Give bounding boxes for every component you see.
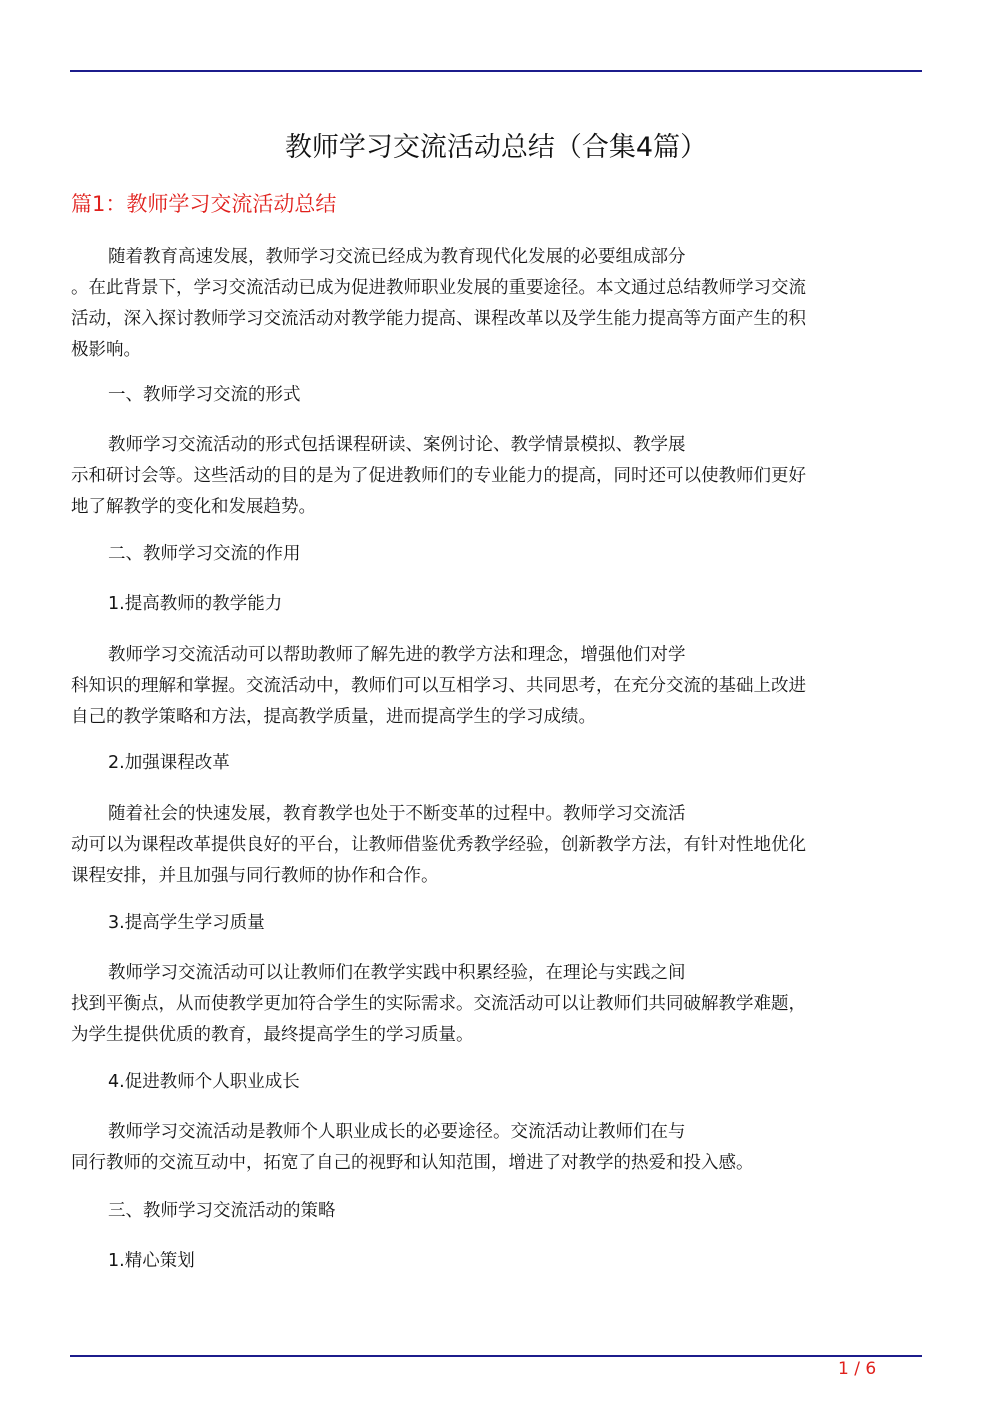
text-line: 教师学习交流活动的形式包括课程研读、案例讨论、教学情景模拟、教学展 — [108, 435, 686, 455]
text-line: 教师学习交流活动可以让教师们在教学实践中积累经验，在理论与实践之间 — [108, 963, 686, 983]
paragraph — [71, 242, 923, 366]
text-line: 极影响。 — [71, 340, 141, 360]
paragraph — [71, 640, 923, 733]
text-line: 同行教师的交流互动中，拓宽了自己的视野和认知范围，增进了对教学的热爱和投入感。 — [71, 1153, 754, 1173]
subheading: 3.提高学生学习质量 — [108, 913, 265, 933]
subheading: 2.加强课程改革 — [108, 753, 230, 773]
text-line: 随着教育高速发展，教师学习交流已经成为教育现代化发展的必要组成部分 — [108, 247, 686, 267]
paragraph — [71, 958, 923, 1051]
text-line: 自己的教学策略和方法，提高教学质量，进而提高学生的学习成绩。 — [71, 707, 596, 727]
subheading: 1.精心策划 — [108, 1251, 195, 1271]
text-line: 随着社会的快速发展，教育教学也处于不断变革的过程中。教师学习交流活 — [108, 804, 686, 824]
text-line: 。在此背景下，学习交流活动已成为促进教师职业发展的重要途径。本文通过总结教师学习交流 — [71, 278, 806, 298]
header-rule — [70, 70, 922, 72]
text-line: 动可以为课程改革提供良好的平台，让教师借鉴优秀教学经验，创新教学方法，有针对性地优化 — [71, 835, 806, 855]
text-line: 为学生提供优质的教育，最终提高学生的学习质量。 — [71, 1025, 474, 1045]
text-line: 地了解教学的变化和发展趋势。 — [71, 497, 316, 517]
subheading: 二、教师学习交流的作用 — [108, 544, 301, 564]
subheading: 4.促进教师个人职业成长 — [108, 1072, 300, 1092]
subheading: 1.提高教师的教学能力 — [108, 594, 283, 614]
subheading: 三、教师学习交流活动的策略 — [108, 1201, 336, 1221]
paragraph — [71, 430, 923, 523]
text-line: 找到平衡点，从而使教学更加符合学生的实际需求。交流活动可以让教师们共同破解教学难题， — [71, 994, 806, 1014]
text-line: 示和研讨会等。这些活动的目的是为了促进教师们的专业能力的提高，同时还可以使教师们更好 — [71, 466, 806, 486]
page-indicator: 1 / 6 — [838, 1359, 877, 1379]
paragraph — [71, 799, 923, 892]
text-line: 教师学习交流活动是教师个人职业成长的必要途径。交流活动让教师们在与 — [108, 1122, 686, 1142]
text-line: 科知识的理解和掌握。交流活动中，教师们可以互相学习、共同思考，在充分交流的基础上改进 — [71, 676, 806, 696]
paragraph — [71, 1117, 923, 1179]
footer-rule — [70, 1355, 922, 1357]
section-heading: 篇1：教师学习交流活动总结 — [71, 192, 337, 216]
text-line: 课程安排，并且加强与同行教师的协作和合作。 — [71, 866, 439, 886]
text-line: 活动，深入探讨教师学习交流活动对教学能力提高、课程改革以及学生能力提高等方面产生的积 — [71, 309, 806, 329]
text-line: 教师学习交流活动可以帮助教师了解先进的教学方法和理念，增强他们对学 — [108, 645, 686, 665]
subheading: 一、教师学习交流的形式 — [108, 385, 301, 405]
document-title: 教师学习交流活动总结（合集4篇） — [284, 132, 708, 163]
